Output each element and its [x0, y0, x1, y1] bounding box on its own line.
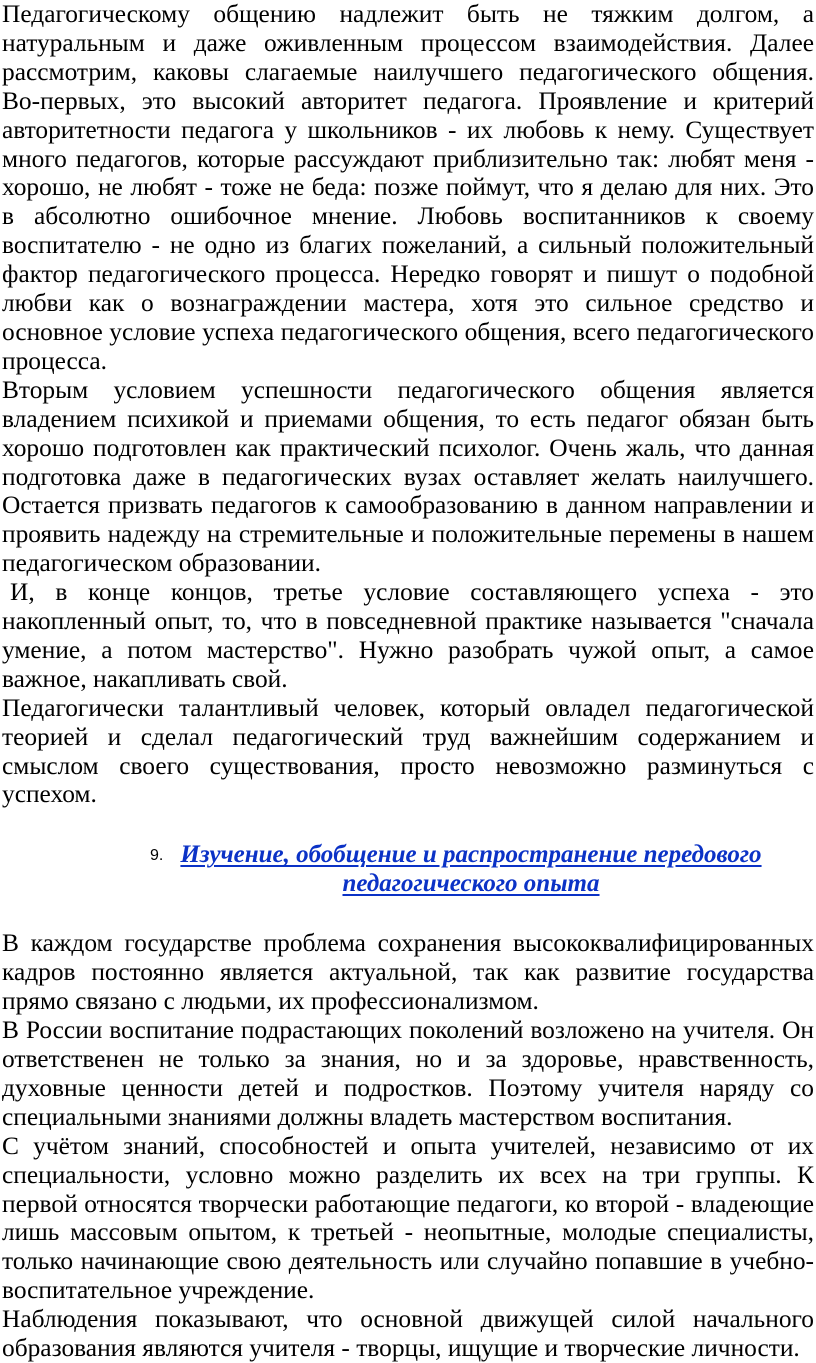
- paragraph: Во-первых, это высокий авторитет педагога. Проявление и критерий авторитетности педагога у школьников - их любовь к нему. Существует много педагогов, которые рассуждают приблизительно так: любят меня - хорошо, не любят - тоже не беда: позже поймут, что я делаю для них. Это в абсолютно ошибочное мнение. Любовь воспитанников к своему воспитателю - не одно из благих пожеланий, а сильный положительный фактор педагогического процесса. Нередко говорят и пишут о подобной любви как о вознаграждении мастера, хотя это сильное средство и основное условие успеха педагогического общения, всего педагогического процесса.: [2, 86, 814, 375]
- paragraph: В России воспитание подрастающих поколений возложено на учителя. Он ответственен не только за знания, но и за здоровье, нравственность, духовные ценности детей и подростков. Поэтому учителя наряду со специальными знаниями должны владеть мастерством воспитания.: [2, 1016, 814, 1131]
- paragraphs-bottom: [2, 929, 814, 1363]
- paragraph: С учётом знаний, способностей и опыта учителей, независимо от их специальности, условно можно разделить их всех на три группы. К первой относятся творчески работающие педагоги, ко второй - владеющие лишь массовым опытом, к третьей - неопытные, молодые специалисты, только начинающие свою деятельность или случайно попавшие в учебно-воспитательное учреждение.: [2, 1131, 814, 1305]
- paragraph: Педагогически талантливый человек, который овладел педагогической теорией и сделал педагогический труд важнейшим содержанием и смыслом своего существования, просто невозможно разминуться с успехом.: [2, 693, 814, 809]
- section-heading: [2, 840, 814, 898]
- paragraph: И, в конце концов, третье условие составляющего успеха - это накопленный опыт, то, что в повседневной практике называется "сначала умение, а потом мастерство". Нужно разобрать чужой опыт, а самое важное, накапливать свой.: [2, 578, 814, 693]
- paragraphs-top: [2, 0, 814, 809]
- paragraph: Наблюдения показывают, что основной движущей силой начального образования являются учителя - творцы, ищущие и творческие личности.: [2, 1305, 814, 1363]
- section-heading-link[interactable]: Изучение, обобщение и распространение передового педагогического опыта: [180, 841, 762, 898]
- section-number: 9.: [150, 847, 164, 865]
- paragraph: Педагогическому общению надлежит быть не тяжким долгом, а натуральным и даже оживленным процессом взаимодействия. Далее рассмотрим, каковы слагаемые наилучшего педагогического общения.: [2, 0, 814, 86]
- paragraph: Вторым условием успешности педагогического общения является владением психикой и приемами общения, то есть педагог обязан быть хорошо подготовлен как практический психолог. Очень жаль, что данная подготовка даже в педагогических вузах оставляет желать наилучшего. Остается призвать педагогов к самообразованию в данном направлении и проявить надежду на стремительные и положительные перемены в нашем педагогическом образовании.: [2, 375, 814, 578]
- paragraph: В каждом государстве проблема сохранения высококвалифицированных кадров постоянно является актуальной, так как развитие государства прямо связано с людьми, их профессионализмом.: [2, 929, 814, 1016]
